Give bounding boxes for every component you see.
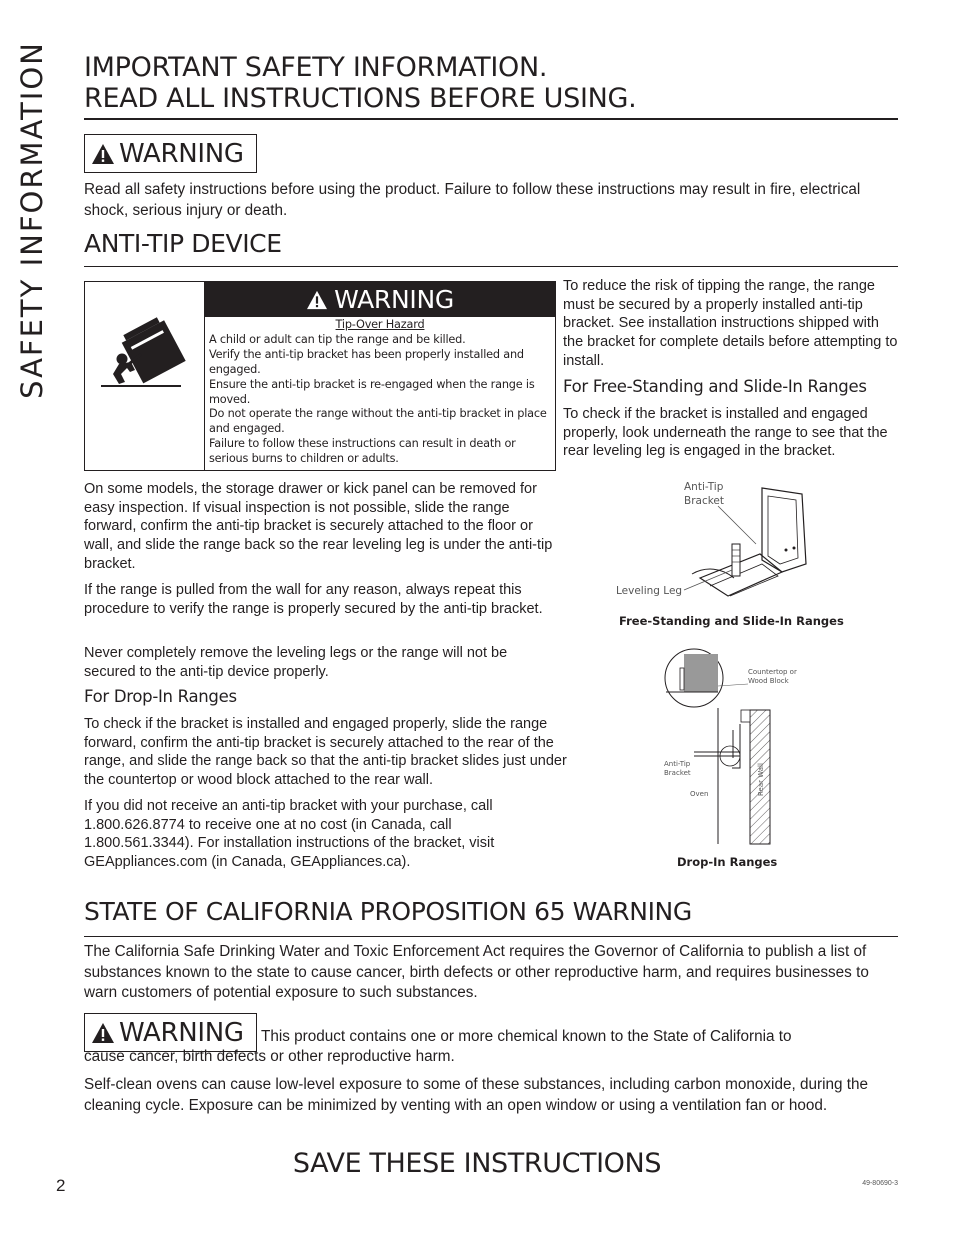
fig2-caption: Drop-In Ranges [677,855,778,869]
warning-triangle-icon [91,143,115,165]
header-divider [84,118,898,120]
prop65-warning-text-rest: cause cancer, birth defects or other reproductive harm. [84,1048,455,1065]
tip-over-illustration [85,282,205,470]
fig2-countertop-label-line1: Countertop or [748,668,797,676]
side-title-text: SAFETY INFORMATION [15,41,50,399]
freestanding-heading: For Free-Standing and Slide-In Ranges [563,377,867,396]
page-title [84,52,636,114]
tip-warning-line: A child or adult can tip the range and be killed. [209,332,466,346]
side-section-title [10,41,54,399]
anti-tip-divider [84,266,898,267]
prop65-intro-text: The California Safe Drinking Water and Toxic Enforcement Act requires the Governor of California to publish a list of substances known to the state to cause cancer, birth defects or other reproductive harm, and requires businesses to warn customers of potential exposure to such substances. [84,943,869,1001]
tip-over-hazard-title: Tip-Over Hazard [335,318,425,331]
fig2-oven-label: Oven [690,790,709,798]
fig1-leveling-leg-label: Leveling Leg [616,585,683,597]
warning-triangle-icon [91,1022,115,1044]
bracket-contact-text: If you did not receive an anti-tip bracket with your purchase, call 1.800.626.8774 to receive one at no cost (in Canada, call 1.800.561.3344). For installation instructions of the bracket, visit GEAppliances.com (in Canada, GEAppliances.ca). [84,798,495,871]
tipping-range-icon [85,282,205,470]
tip-warning-line: Verify the anti-tip bracket has been properly installed and engaged. [209,347,524,376]
fig1-bracket-label-line2: Bracket [684,495,725,507]
tip-warning-body [209,318,551,467]
warning-label: WARNING [119,1017,244,1048]
anti-tip-bracket-figure [610,474,840,614]
tip-warning-header [205,282,555,317]
fig1-caption: Free-Standing and Slide-In Ranges [619,614,844,628]
intro-warning-text: Read all safety instructions before using the product. Failure to follow these instructions may result in fire, electrical shock, serious injury or death. [84,181,861,219]
repeat-procedure-text: If the range is pulled from the wall for any reason, always repeat this procedure to verify the range is properly secured by the anti-tip bracket. [84,582,543,617]
tip-over-warning-box [84,281,556,471]
leveling-legs-text: Never completely remove the leveling legs or the range will not be secured to the anti-tip device properly. [84,645,508,680]
prop65-warning-text-first: This product contains one or more chemical known to the State of California to [261,1028,792,1045]
dropin-text: To check if the bracket is installed and engaged properly, slide the range forward, confirm the anti-tip bracket is securely attached to the rear of the range, and slide the range back so that the anti-tip bracket slides just under the countertop or wood block attached to the rear wall. [84,716,567,789]
warning-label: WARNING [119,138,244,169]
save-instructions-heading: SAVE THESE INSTRUCTIONS [292,1148,662,1179]
drop-in-figure [658,648,808,854]
prop65-heading: STATE OF CALIFORNIA PROPOSITION 65 WARNING [84,897,692,926]
fig2-countertop-label-line2: Wood Block [748,677,789,685]
warning-label: WARNING [334,285,454,314]
tip-warning-line: Failure to follow these instructions can result in death or serious burns to children or adults. [209,437,516,466]
prop65-divider [84,936,898,937]
anti-tip-intro-text: To reduce the risk of tipping the range, the range must be secured by a properly installed anti-tip bracket. See installation instructions shipped with the bracket for complete details before attempting to install. [563,278,898,369]
fig2-bracket-label-line1: Anti-Tip [664,760,691,768]
page-number: 2 [56,1176,66,1195]
tip-warning-line: Do not operate the range without the anti-tip bracket in place and engaged. [209,407,547,436]
fig2-rear-wall-label: Rear Wall [757,763,765,796]
fig1-bracket-label-line1: Anti-Tip [684,481,724,493]
dropin-heading: For Drop-In Ranges [84,687,237,706]
warning-triangle-icon [306,290,328,310]
inspection-text: On some models, the storage drawer or kick panel can be removed for easy inspection. If visual inspection is not possible, slide the range forward, confirm the anti-tip bracket is securely attached to the floor or wall, and slide the range back so the rear leveling leg is under the anti-tip bracket. [84,481,553,572]
tip-warning-line: Ensure the anti-tip bracket is re-engaged when the range is moved. [209,377,535,406]
document-number: 49-80690-3 [862,1180,898,1187]
warning-badge-intro [84,134,257,173]
self-clean-text: Self-clean ovens can cause low-level exposure to some of these substances, including carbon monoxide, during the cleaning cycle. Exposure can be minimized by venting with an open window or using a ventilation fan or hood. [84,1076,868,1114]
page-title-line1: IMPORTANT SAFETY INFORMATION. [84,52,548,83]
fig2-bracket-label-line2: Bracket [664,769,691,777]
page-title-line2: READ ALL INSTRUCTIONS BEFORE USING. [84,83,637,114]
anti-tip-heading: ANTI-TIP DEVICE [84,229,282,258]
freestanding-text: To check if the bracket is installed and engaged properly, look underneath the range to see that the rear leveling leg is engaged in the bracket. [563,406,888,460]
